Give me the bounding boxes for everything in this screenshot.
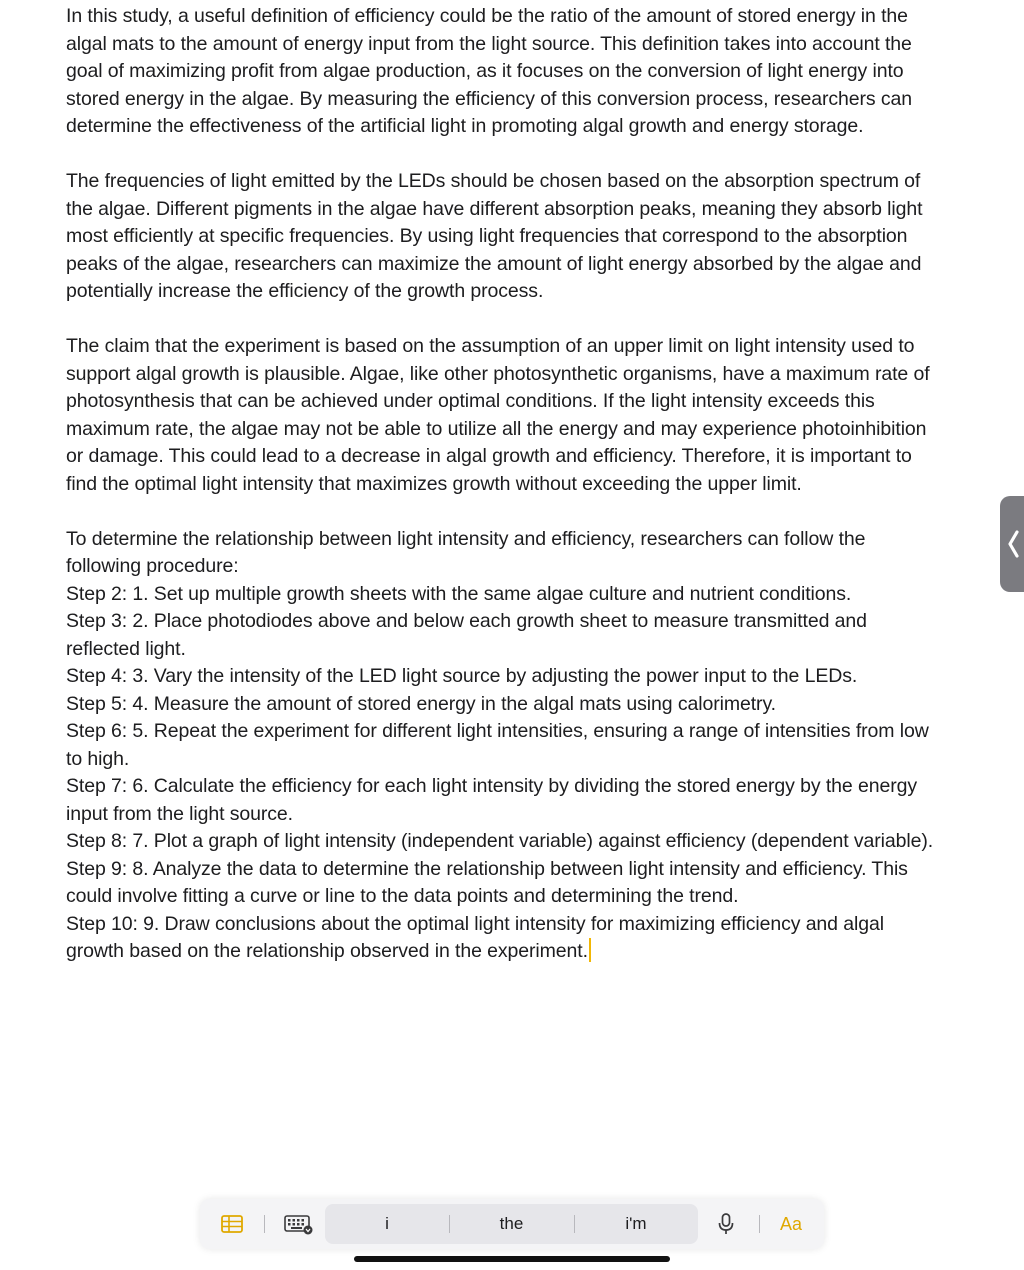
text-line: To determine the relationship between light intensity and efficiency, researchers can follow the: [66, 527, 866, 550]
suggestion-item[interactable]: i: [385, 1214, 389, 1233]
step-line: growth based on the relationship observed in the experiment.: [66, 940, 588, 962]
step-line: Step 5: 4. Measure the amount of stored energy in the algal mats using calorimetry.: [66, 692, 776, 715]
text-line: support algal growth is plausible. Algae, like other photosynthetic organisms, have a maximum rate of: [66, 362, 930, 385]
text-cursor: [589, 938, 591, 962]
step-line: could involve fitting a curve or line to the data points and determining the trend.: [66, 885, 739, 907]
text-line: In this study, a useful definition of efficiency could be the ratio of the amount of stored energy in the: [66, 5, 908, 27]
step-line: Step 2: 1. Set up multiple growth sheets with the same algae culture and nutrient conditions.: [66, 582, 852, 605]
text-line: or damage. This could lead to a decrease in algal growth and efficiency. Therefore, it is important to: [66, 445, 912, 467]
toolbar-divider: [264, 1215, 265, 1233]
step-line: Step 10: 9. Draw conclusions about the optimal light intensity for maximizing efficiency and algal: [66, 912, 884, 935]
paragraph-efficiency-definition: [66, 3, 966, 141]
side-panel-handle[interactable]: [1000, 496, 1024, 592]
text-line: The frequencies of light emitted by the LEDs should be chosen based on the absorption spectrum of: [66, 170, 921, 192]
note-body[interactable]: [66, 3, 966, 993]
text-line: peaks of the algae, researchers can maximize the amount of light energy absorbed by the algae and: [66, 252, 922, 275]
paragraph-led-frequencies: [66, 168, 966, 306]
chevron-left-icon: [1005, 529, 1021, 559]
home-indicator[interactable]: [354, 1256, 670, 1262]
toolbar-divider: [759, 1215, 760, 1233]
text-line: maximum rate, the algae may not be able to utilize all the energy and may experience photoinhibition: [66, 417, 927, 440]
table-icon[interactable]: [220, 1212, 244, 1236]
text-line: following procedure:: [66, 555, 239, 577]
step-line: to high.: [66, 747, 130, 770]
text-line: algal mats to the amount of energy input from the light source. This definition takes into account the: [66, 32, 912, 55]
keyboard-icon[interactable]: [284, 1212, 314, 1236]
step-line: Step 3: 2. Place photodiodes above and below each growth sheet to measure transmitted and: [66, 610, 867, 632]
keyboard-shortcut-bar: [200, 1199, 824, 1249]
step-line: Step 7: 6. Calculate the efficiency for each light intensity by dividing the stored energy by the energy: [66, 775, 918, 797]
microphone-icon[interactable]: [716, 1212, 736, 1236]
text-line: find the optimal light intensity that maximizes growth without exceeding the upper limit.: [66, 472, 802, 495]
last-line: [66, 938, 966, 966]
step-line: Step 4: 3. Vary the intensity of the LED light source by adjusting the power input to the LEDs.: [66, 665, 858, 687]
paragraph-upper-limit: [66, 333, 966, 498]
text-line: goal of maximizing profit from algae production, as it focuses on the conversion of light energy into: [66, 60, 904, 82]
suggestion-item[interactable]: the: [499, 1214, 524, 1233]
suggestion-item[interactable]: i'm: [625, 1214, 647, 1233]
text-line: the algae. Different pigments in the algae have different absorption peaks, meaning they absorb light: [66, 197, 923, 220]
predictive-text-bar: [325, 1204, 698, 1244]
step-line: reflected light.: [66, 637, 186, 660]
text-line: most efficiently at specific frequencies. By using light frequencies that correspond to the absorption: [66, 225, 908, 247]
step-line: input from the light source.: [66, 802, 293, 825]
paragraph-procedure: [66, 526, 966, 966]
step-line: Step 9: 8. Analyze the data to determine the relationship between light intensity and efficiency. This: [66, 857, 908, 880]
text-format-button[interactable]: Aa: [780, 1214, 803, 1234]
text-line: determine the effectiveness of the artificial light in promoting algal growth and energy storage.: [66, 115, 864, 137]
step-line: Step 6: 5. Repeat the experiment for different light intensities, ensuring a range of intensities from low: [66, 720, 929, 742]
text-line: potentially increase the efficiency of the growth process.: [66, 280, 544, 302]
step-line: Step 8: 7. Plot a graph of light intensity (independent variable) against efficiency (dependent variable).: [66, 830, 934, 852]
text-line: The claim that the experiment is based on the assumption of an upper limit on light intensity used to: [66, 335, 915, 357]
text-line: stored energy in the algae. By measuring the efficiency of this conversion process, researchers can: [66, 87, 913, 110]
text-line: photosynthesis that can be achieved under optimal conditions. If the light intensity exceeds this: [66, 390, 875, 412]
